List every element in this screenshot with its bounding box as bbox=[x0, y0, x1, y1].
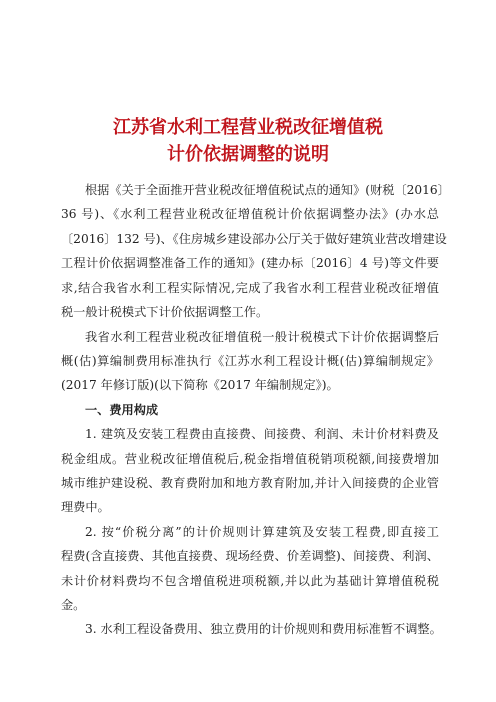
body-text-line: 36 号)、《水利工程营业税改征增值税计价依据调整办法》(办水总 bbox=[61, 207, 439, 221]
body-text-line: 未计价材料费均不包含增值税进项税额,并以此为基础计算增值税税 bbox=[61, 574, 439, 588]
body-text-line: 〔2016〕132 号)、《住房城乡建设部办公厅关于做好建筑业营改增建设 bbox=[61, 232, 447, 246]
body-text-line: 3. 水利工程设备费用、独立费用的计价规则和费用标准暂不调整。 bbox=[85, 622, 442, 636]
body-text-line: 我省水利工程营业税改征增值税一般计税模式下计价依据调整后 bbox=[85, 330, 439, 344]
body-text-line: 金。 bbox=[61, 598, 86, 612]
body-text-line: 程费(含直接费、其他直接费、现场经费、价差调整)、间接费、利润、 bbox=[61, 549, 439, 563]
body-text-line: 根据《关于全面推开营业税改征增值税试点的通知》(财税〔2016〕 bbox=[85, 183, 450, 197]
body-text-line: 求,结合我省水利工程实际情况,完成了我省水利工程营业税改征增值 bbox=[61, 281, 439, 295]
body-text-line: 城市维护建设税、教育费附加和地方教育附加,并计入间接费的企业管 bbox=[61, 476, 439, 490]
body-text-line: 税一般计税模式下计价依据调整工作。 bbox=[61, 305, 269, 319]
body-text-line: 税金组成。营业税改征增值税后,税金指增值税销项税额,间接费增加 bbox=[61, 452, 439, 466]
body-text-line: 概(估)算编制费用标准执行《江苏水利工程设计概(估)算编制规定》 bbox=[61, 354, 439, 368]
body-text-line: (2017 年修订版)(以下简称《2017 年编制规定》)。 bbox=[61, 378, 339, 392]
body-text-line: 理费中。 bbox=[61, 500, 110, 514]
body-text-line: 工程计价依据调整准备工作的通知》(建办标〔2016〕4 号)等文件要 bbox=[61, 256, 439, 270]
body-text-line: 1. 建筑及安装工程费由直接费、间接费、利润、未计价材料费及 bbox=[85, 427, 439, 441]
body-text-line: 2. 按“价税分离”的计价规则计算建筑及安装工程费,即直接工 bbox=[85, 525, 439, 539]
document-title-line-2: 计价依据调整的说明 bbox=[167, 144, 329, 165]
section-heading: 一、费用构成 bbox=[85, 403, 159, 417]
document-title-line-1: 江苏省水利工程营业税改征增值税 bbox=[113, 117, 383, 138]
